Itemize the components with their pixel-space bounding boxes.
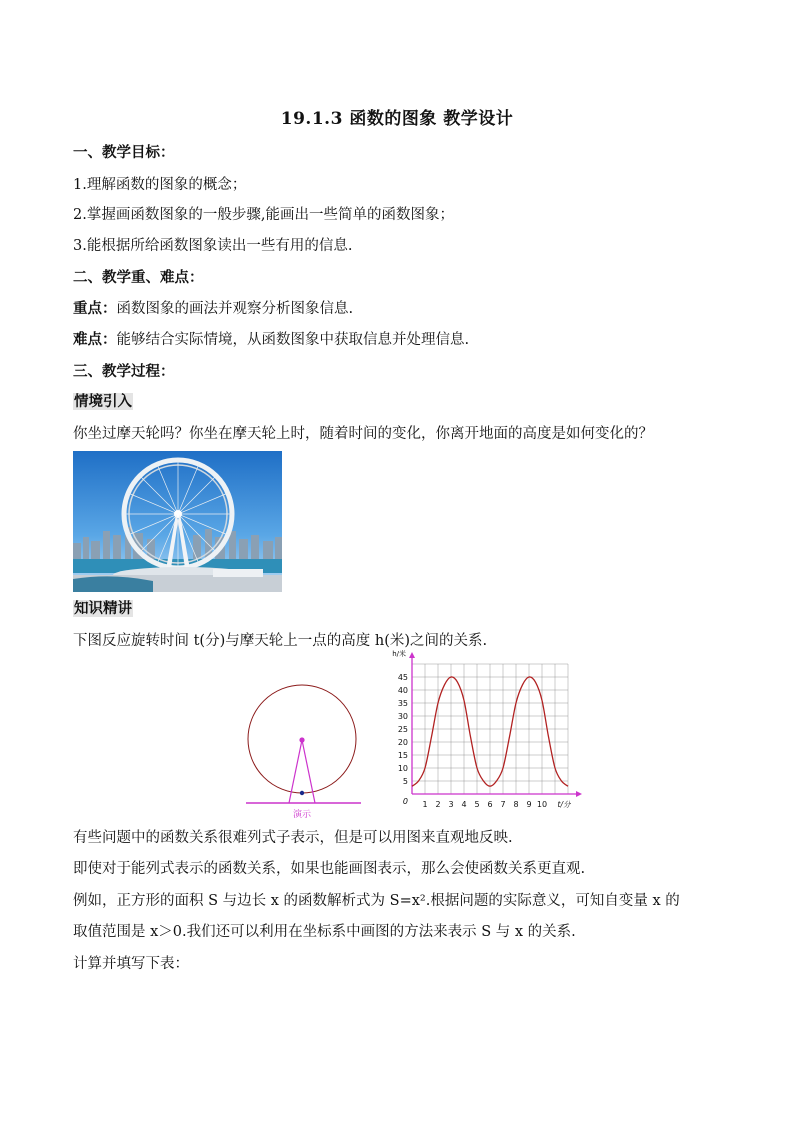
x-tick-label: 10 bbox=[536, 800, 548, 809]
x-tick-label: 4 bbox=[461, 800, 467, 809]
x-tick-label: 2 bbox=[435, 800, 441, 809]
y-tick-label: 20 bbox=[397, 738, 408, 747]
key-point-label: 重点： bbox=[73, 300, 117, 317]
knowledge-label-text: 知识精讲 bbox=[74, 600, 132, 617]
wheel-point-dot bbox=[300, 791, 304, 795]
difficulty-line bbox=[73, 330, 469, 350]
y-tick-label: 10 bbox=[397, 764, 408, 773]
y-tick-label: 45 bbox=[397, 673, 408, 682]
goals-heading: 一、教学目标： bbox=[73, 144, 175, 161]
paragraph-3a: 例如，正方形的面积 S 与边长 x 的函数解析式为 S=x².根据问题的实际意义，可知自变量 x 的 bbox=[73, 893, 680, 909]
x-tick-label: 6 bbox=[487, 800, 493, 809]
y-axis-arrow bbox=[409, 652, 415, 658]
goal-1: 1.理解函数的图象的概念； bbox=[73, 177, 247, 193]
y-tick-label: 40 bbox=[397, 686, 408, 695]
difficulty-label: 难点： bbox=[73, 331, 117, 348]
x-tick-label: 5 bbox=[474, 800, 480, 809]
paragraph-1: 有些问题中的函数关系很难列式子表示，但是可以用图来直观地反映. bbox=[73, 830, 513, 846]
figure-wheel-and-chart bbox=[240, 650, 600, 822]
key-point-text: 函数图象的画法并观察分析图象信息. bbox=[116, 301, 354, 317]
wheel-center-dot bbox=[299, 737, 304, 742]
process-heading: 三、教学过程： bbox=[73, 363, 175, 380]
height-time-chart bbox=[392, 649, 582, 809]
figure-svg bbox=[240, 650, 600, 822]
knowledge-text: 下图反应旋转时间 t(分)与摩天轮上一点的高度 h(米)之间的关系. bbox=[73, 633, 488, 649]
key-point-line bbox=[73, 299, 353, 319]
x-tick-label: 3 bbox=[448, 800, 454, 809]
y-tick-label: 25 bbox=[397, 725, 408, 734]
knowledge-label bbox=[73, 599, 133, 619]
origin-label: 0 bbox=[402, 797, 408, 806]
paragraph-3b: 取值范围是 x＞0.我们还可以利用在坐标系中画图的方法来表示 S 与 x 的关系. bbox=[73, 924, 576, 940]
y-tick-label: 15 bbox=[397, 751, 408, 760]
difficulty-text: 能够结合实际情境，从函数图象中获取信息并处理信息. bbox=[116, 332, 470, 348]
y-tick-label: 35 bbox=[397, 699, 408, 708]
keypoints-heading: 二、教学重、难点： bbox=[73, 269, 204, 286]
paragraph-2: 即使对于能列式表示的函数关系，如果也能画图表示，那么会使函数关系更直观. bbox=[73, 861, 586, 877]
x-tick-label: 8 bbox=[513, 800, 519, 809]
x-tick-label: 1 bbox=[422, 800, 428, 809]
y-axis-label: h/米 bbox=[392, 650, 406, 658]
x-axis-label: t/分 bbox=[557, 800, 571, 809]
page-title: 19.1.3 函数的图象 教学设计 bbox=[280, 109, 514, 129]
paragraph-4: 计算并填写下表： bbox=[73, 956, 189, 972]
ferris-wheel-photo-image bbox=[73, 451, 282, 592]
intro-text: 你坐过摩天轮吗？你坐在摩天轮上时，随着时间的变化，你离开地面的高度是如何变化的？ bbox=[73, 426, 653, 442]
goal-3: 3.能根据所给函数图象读出一些有用的信息. bbox=[73, 238, 353, 254]
wheel-caption: 演示 bbox=[292, 810, 312, 820]
y-tick-label: 5 bbox=[402, 777, 408, 786]
intro-label-text: 情境引入 bbox=[74, 393, 132, 410]
wheel-diagram bbox=[246, 685, 361, 820]
x-tick-label: 7 bbox=[500, 800, 506, 809]
goal-2: 2.掌握画函数图象的一般步骤,能画出一些简单的函数图象； bbox=[73, 207, 454, 223]
x-axis-arrow bbox=[576, 791, 582, 797]
x-tick-label: 9 bbox=[526, 800, 532, 809]
intro-label bbox=[73, 392, 133, 412]
y-tick-label: 30 bbox=[397, 712, 408, 721]
ferris-wheel-photo bbox=[73, 451, 282, 592]
